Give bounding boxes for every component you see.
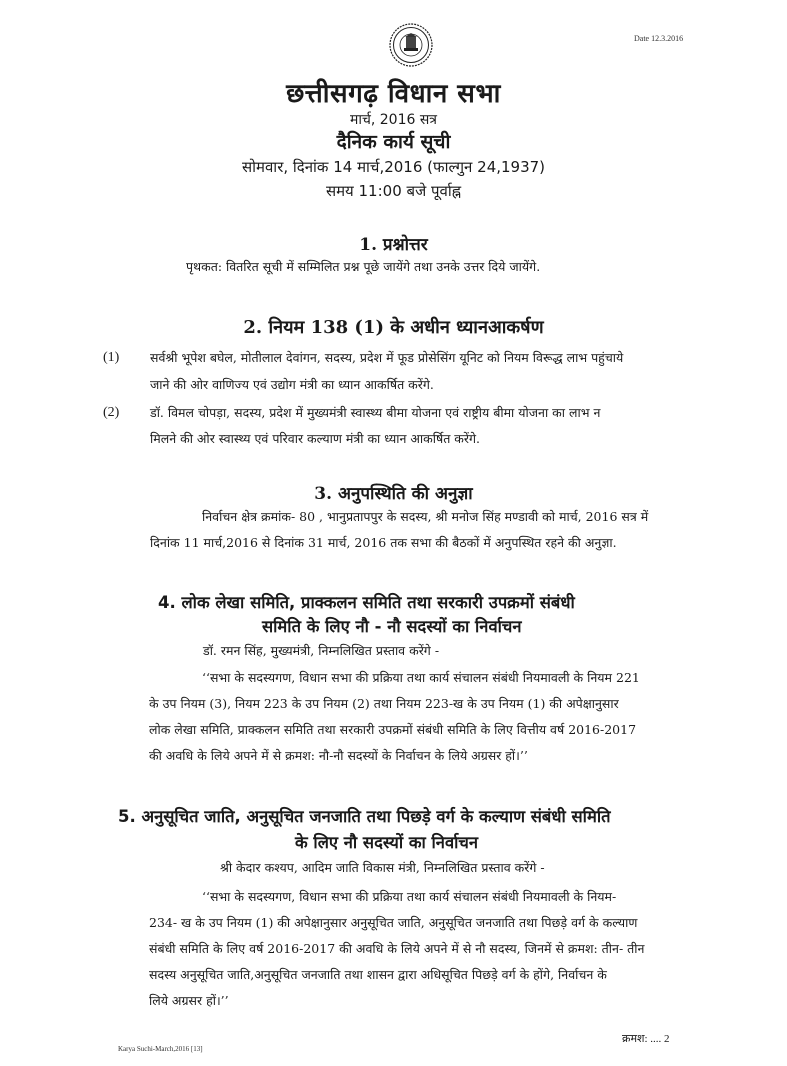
section-4-mover: डॉ. रमन सिंह, मुख्यमंत्री, निम्नलिखित प्रस्ताव करेंगे - xyxy=(203,643,440,658)
section-5-motion: संबंधी समिति के लिए वर्ष 2016-2017 की अवधि के लिये अपने में से नौ सदस्य, जिनमें से क्रमश: तीन- तीन xyxy=(149,941,645,956)
section-4-heading: 4. लोक लेखा समिति, प्राक्कलन समिति तथा सरकारी उपक्रमों संबंधी xyxy=(158,593,575,612)
item-number: (2) xyxy=(103,405,120,420)
section-4-motion: लोक लेखा समिति, प्राक्कलन समिति तथा सरकारी उपक्रमों संबंधी समिति के लिए वित्तीय वर्ष 2016-2017 xyxy=(149,722,637,737)
section-4-motion: ‘‘सभा के सदस्यगण, विधान सभा की प्रक्रिया तथा कार्य संचालन संबंधी नियमावली के नियम 221 xyxy=(202,670,640,685)
date-stamp: Date 12.3.2016 xyxy=(634,34,684,43)
assembly-emblem-icon xyxy=(389,23,433,67)
page-subtitle: दैनिक कार्य सूची xyxy=(336,131,451,153)
section-3-heading: 3. अनुपस्थिति की अनुज्ञा xyxy=(314,484,473,504)
continued-marker: क्रमश: .... 2 xyxy=(622,1033,670,1045)
item-number: (1) xyxy=(103,350,120,365)
section-5-motion: 234- ख के उप नियम (1) की अपेक्षानुसार अनुसूचित जाति, अनुसूचित जनजाति तथा पिछड़े वर्ग के कल्याण xyxy=(149,915,638,930)
section-1-text: पृथकत: वितरित सूची में सम्मिलित प्रश्न पूछे जायेंगे तथा उनके उत्तर दिये जायेंगे. xyxy=(186,259,541,274)
date-line: सोमवार, दिनांक 14 मार्च,2016 (फाल्गुन 24,1937) xyxy=(241,158,546,176)
section-5-motion: ‘‘सभा के सदस्यगण, विधान सभा की प्रक्रिया तथा कार्य संचालन संबंधी नियमावली के नियम- xyxy=(202,889,617,904)
item-text: डॉ. विमल चोपड़ा, सदस्य, प्रदेश में मुख्यमंत्री स्वास्थ्य बीमा योजना एवं राष्ट्रीय बीमा योजना का लाभ न xyxy=(150,405,601,420)
section-4-motion: की अवधि के लिये अपने में से क्रमश: नौ-नौ सदस्यों के निर्वाचन के लिये अग्रसर हों।’’ xyxy=(149,748,528,763)
section-5-heading: के लिए नौ सदस्यों का निर्वाचन xyxy=(295,833,479,852)
section-4-heading: समिति के लिए नौ - नौ सदस्यों का निर्वाचन xyxy=(262,617,522,636)
session-label: मार्च, 2016 सत्र xyxy=(349,112,438,128)
page-title: छत्तीसगढ़ विधान सभा xyxy=(286,79,501,109)
item-text: मिलने की ओर स्वास्थ्य एवं परिवार कल्याण मंत्री का ध्यान आकर्षित करेंगे. xyxy=(150,431,481,446)
time-line: समय 11:00 बजे पूर्वाह्न xyxy=(325,182,462,200)
section-4-motion: के उप नियम (3), नियम 223 के उप नियम (2) तथा नियम 223-ख के उप नियम (1) की अपेक्षानुसार xyxy=(149,696,619,711)
section-5-motion: लिये अग्रसर हों।’’ xyxy=(149,993,229,1008)
section-2-heading: 2. नियम 138 (1) के अधीन ध्यानआकर्षण xyxy=(243,317,544,338)
section-1-heading: 1. प्रश्नोत्तर xyxy=(359,235,428,255)
section-3-text: निर्वाचन क्षेत्र क्रमांक- 80 , भानुप्रतापपुर के सदस्य, श्री मनोज सिंह मण्डावी को मार्च, 2016 सत्र में xyxy=(202,509,649,524)
section-5-motion: सदस्य अनुसूचित जाति,अनुसूचित जनजाति तथा शासन द्वारा अधिसूचित पिछड़े वर्ग के होंगे, निर्वाचन के xyxy=(149,967,607,982)
section-5-heading: 5. अनुसूचित जाति, अनुसूचित जनजाति तथा पिछड़े वर्ग के कल्याण संबंधी समिति xyxy=(118,807,611,826)
section-3-text: दिनांक 11 मार्च,2016 से दिनांक 31 मार्च, 2016 तक सभा की बैठकों में अनुपस्थित रहने की अनुज्ञा. xyxy=(150,535,617,550)
section-5-mover: श्री केदार कश्यप, आदिम जाति विकास मंत्री, निम्नलिखित प्रस्ताव करेंगे - xyxy=(220,860,545,875)
item-text: सर्वश्री भूपेश बघेल, मोतीलाल देवांगन, सदस्य, प्रदेश में फूड प्रोसेसिंग यूनिट को नियम विरूद्ध लाभ पहुंचाये xyxy=(150,350,624,365)
item-text: जाने की ओर वाणिज्य एवं उद्योग मंत्री का ध्यान आकर्षित करेंगे. xyxy=(150,377,434,392)
document-reference: Karya Suchi-March,2016 [13] xyxy=(118,1045,203,1053)
